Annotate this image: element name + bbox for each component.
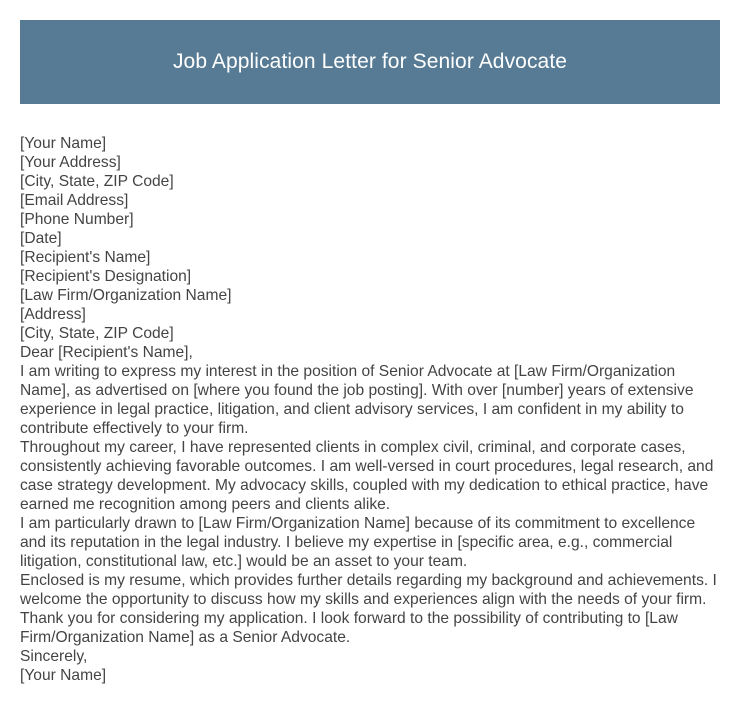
recipient-address: [Address]	[20, 306, 86, 323]
sender-name: [Your Name]	[20, 135, 107, 152]
sender-block	[20, 134, 722, 229]
page-header	[20, 20, 720, 104]
recipient-city-state-zip: [City, State, ZIP Code]	[20, 325, 174, 342]
paragraph-introduction: I am writing to express my interest in the position of Senior Advocate at [Law Firm/Organization Name], as advertised on [where you found the job posting]. With over [number] years of extensive experience in legal practice, litigation, and client advisory services, I am confident in my ability to contribute effectively to your firm.	[20, 363, 694, 437]
recipient-organization: [Law Firm/Organization Name]	[20, 287, 232, 304]
letter-body	[20, 134, 722, 685]
recipient-block	[20, 248, 722, 343]
recipient-name: [Recipient's Name]	[20, 249, 151, 266]
sender-phone: [Phone Number]	[20, 211, 134, 228]
recipient-designation: [Recipient's Designation]	[20, 268, 192, 285]
paragraph-experience: Throughout my career, I have represented clients in complex civil, criminal, and corporate cases, consistently achieving favorable outcomes. I am well-versed in court procedures, legal research, and case strategy development. My advocacy skills, coupled with my dedication to ethical practice, have earned me recognition among peers and clients alike.	[20, 439, 714, 513]
closing: Sincerely,	[20, 648, 88, 665]
sender-city-state-zip: [City, State, ZIP Code]	[20, 173, 174, 190]
sender-email: [Email Address]	[20, 192, 129, 209]
paragraph-motivation: I am particularly drawn to [Law Firm/Organization Name] because of its commitment to excellence and its reputation in the legal industry. I believe my expertise in [specific area, e.g., commercial litigation, constitutional law, etc.] would be an asset to your team.	[20, 515, 696, 570]
page-title: Job Application Letter for Senior Advocate	[172, 50, 568, 73]
sender-address: [Your Address]	[20, 154, 121, 171]
signature: [Your Name]	[20, 667, 107, 684]
salutation: Dear [Recipient's Name],	[20, 344, 193, 361]
paragraph-enclosure: Enclosed is my resume, which provides further details regarding my background and achievements. I welcome the opportunity to discuss how my skills and experiences align with the needs of your firm.	[20, 572, 717, 608]
letter-date: [Date]	[20, 230, 62, 247]
paragraph-thanks: Thank you for considering my application. I look forward to the possibility of contributing to [Law Firm/Organization Name] as a Senior Advocate.	[20, 610, 678, 646]
